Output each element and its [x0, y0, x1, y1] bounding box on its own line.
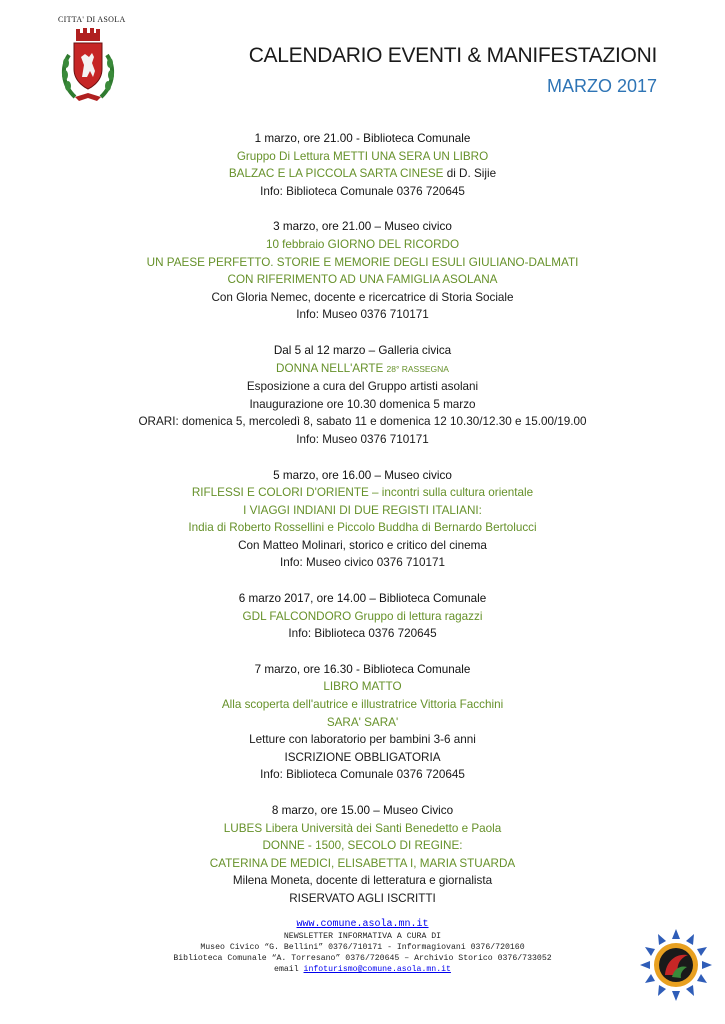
event-date: 1 marzo, ore 21.00 - Biblioteca Comunale — [254, 132, 471, 145]
event-info: Info: Museo 0376 710171 — [296, 432, 429, 446]
event-description: Inaugurazione ore 10.30 domenica 5 marzo — [249, 397, 476, 411]
event-book-title: BALZAC E LA PICCOLA SARTA CINESE — [228, 167, 444, 181]
event-info: Info: Biblioteca Comunale 0376 720645 — [260, 768, 465, 782]
page-subtitle: MARZO 2017 — [546, 76, 657, 96]
footer-email-line — [110, 964, 615, 975]
event-date: 3 marzo, ore 21.00 – Museo civico — [273, 220, 452, 234]
event-item — [30, 590, 695, 643]
footer-contacts-line: Museo Civico “G. Bellini” 0376/710171 - Informagiovani 0376/720160 — [200, 943, 525, 952]
event-date: 7 marzo, ore 16.30 - Biblioteca Comunale — [254, 662, 471, 676]
culture-logo-icon — [636, 925, 716, 1005]
email-label: email — [274, 965, 304, 974]
event-description: RISERVATO AGLI ISCRITTI — [289, 891, 436, 905]
event-description: ISCRIZIONE OBBLIGATORIA — [284, 750, 441, 764]
city-crest-icon — [57, 27, 119, 105]
event-item — [30, 218, 695, 324]
footer — [110, 918, 615, 975]
website-link[interactable]: www.comune.asola.mn.it — [296, 919, 429, 930]
event-item — [30, 802, 695, 908]
footer-contacts-line: Biblioteca Comunale “A. Torresano” 0376/720645 – Archivio Storico 0376/733052 — [173, 954, 552, 963]
event-title: GDL FALCONDORO Gruppo di lettura ragazzi — [242, 609, 483, 623]
event-info: Info: Museo 0376 710171 — [296, 308, 429, 322]
event-date: 6 marzo 2017, ore 14.00 – Biblioteca Comunale — [238, 592, 487, 606]
event-title: India di Roberto Rossellini e Piccolo Buddha di Bernardo Bertolucci — [188, 521, 537, 535]
event-title: CATERINA DE MEDICI, ELISABETTA I, MARIA STUARDA — [209, 856, 516, 870]
header-city-name: CITTA' DI ASOLA — [58, 15, 126, 24]
event-info: Info: Biblioteca Comunale 0376 720645 — [260, 184, 465, 198]
event-date: 8 marzo, ore 15.00 – Museo Civico — [271, 804, 454, 817]
footer-newsletter-line: NEWSLETTER INFORMATIVA A CURA DI — [283, 932, 442, 941]
email-link[interactable]: infoturismo@comune.asola.mn.it — [303, 965, 451, 974]
event-title: DONNE - 1500, SECOLO DI REGINE: — [262, 839, 463, 853]
event-title — [30, 360, 695, 379]
event-description: Milena Moneta, docente di letteratura e giornalista — [232, 874, 493, 888]
event-title: I VIAGGI INDIANI DI DUE REGISTI ITALIANI: — [243, 503, 482, 517]
event-item — [30, 342, 695, 449]
event-title: CON RIFERIMENTO AD UNA FAMIGLIA ASOLANA — [227, 273, 498, 287]
event-title: RIFLESSI E COLORI D'ORIENTE – incontri sulla cultura orientale — [191, 486, 534, 500]
event-description: Letture con laboratorio per bambini 3-6 anni — [249, 733, 476, 747]
event-title: LUBES Libera Università dei Santi Benedetto e Paola — [223, 821, 502, 835]
event-info: Info: Museo civico 0376 710171 — [279, 556, 446, 570]
event-title-edition: 28° RASSEGNA — [386, 363, 449, 374]
event-subtitle — [30, 165, 695, 183]
event-title-main: DONNA NELL'ARTE — [276, 361, 387, 375]
event-title: UN PAESE PERFETTO. STORIE E MEMORIE DEGLI ESULI GIULIANO-DALMATI — [146, 255, 579, 269]
event-title: Gruppo Di Lettura METTI UNA SERA UN LIBRO — [236, 149, 489, 163]
event-info: Info: Biblioteca 0376 720645 — [288, 627, 437, 641]
event-item — [30, 130, 695, 200]
event-title: SARA' SARA' — [326, 715, 399, 729]
event-description: Con Matteo Molinari, storico e critico del cinema — [238, 538, 487, 552]
event-date: Dal 5 al 12 marzo – Galleria civica — [273, 343, 452, 357]
event-description: Con Gloria Nemec, docente e ricercatrice di Storia Sociale — [211, 290, 514, 304]
event-item — [30, 661, 695, 784]
event-title: Alla scoperta dell'autrice e illustratrice Vittoria Facchini — [221, 698, 504, 712]
page-title: CALENDARIO EVENTI & MANIFESTAZIONI — [248, 44, 657, 67]
event-book-author: di D. Sijie — [443, 167, 497, 181]
event-hours: ORARI: domenica 5, mercoledì 8, sabato 11 e domenica 12 10.30/12.30 e 15.00/19.00 — [138, 415, 587, 429]
event-title: 10 febbraio GIORNO DEL RICORDO — [265, 237, 460, 251]
event-title: LIBRO MATTO — [323, 680, 402, 694]
event-description: Esposizione a cura del Gruppo artisti asolani — [246, 380, 479, 394]
events-list — [30, 130, 695, 926]
event-date: 5 marzo, ore 16.00 – Museo civico — [273, 468, 452, 482]
event-item — [30, 467, 695, 573]
